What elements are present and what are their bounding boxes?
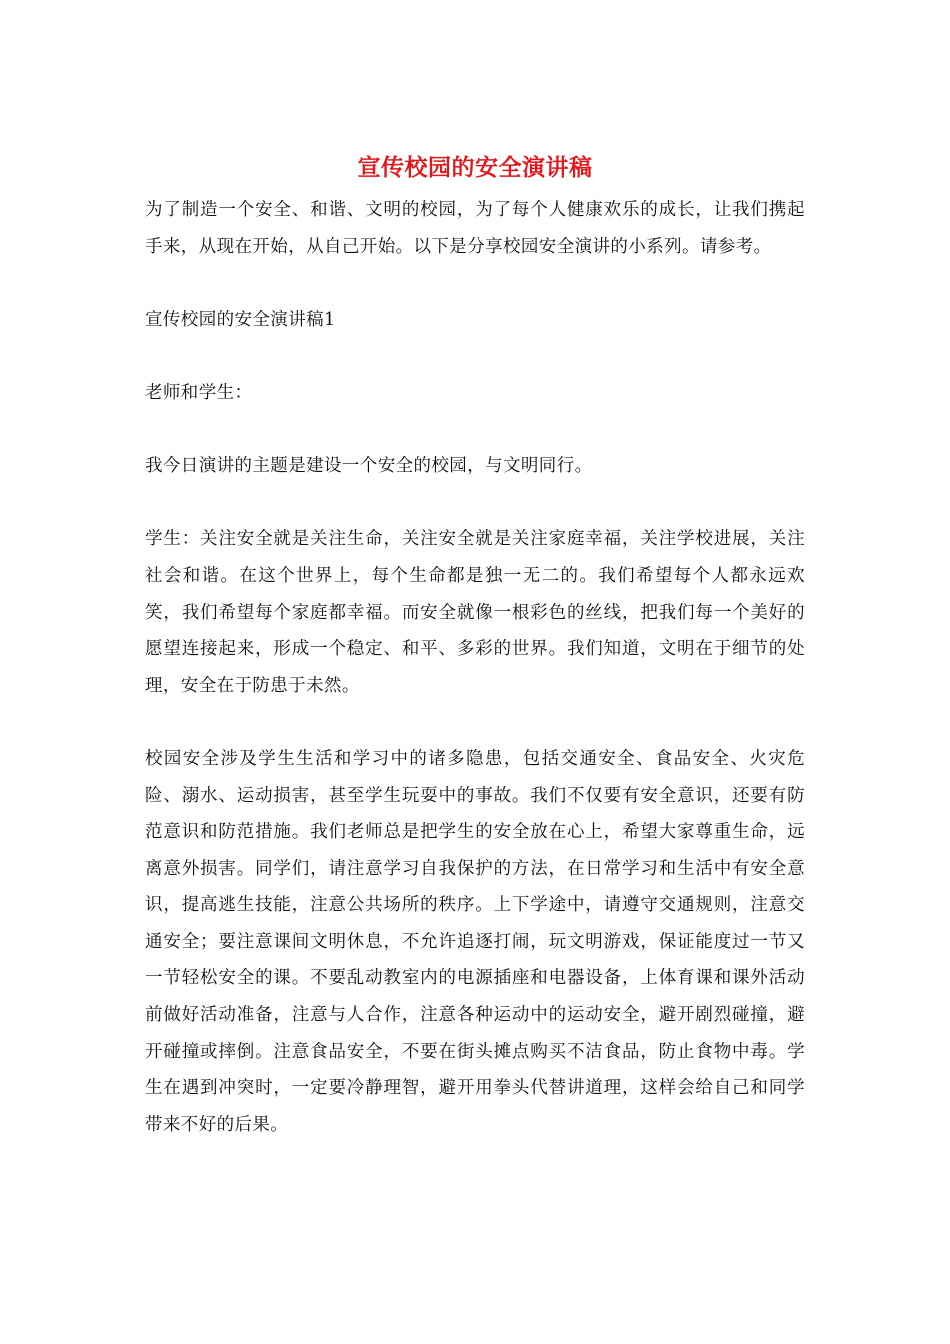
body-paragraph: 校园安全涉及学生生活和学习中的诸多隐患，包括交通安全、食品安全、火灾危险、溺水、运动损害，甚至学生玩耍中的事故。我们不仅要有安全意识，还要有防范意识和防范措施。我们老师总是把学生的安全放在心上，希望大家尊重生命，远离意外损害。同学们，请注意学习自我保护的方法，在日常学习和生活中有安全意识，提高逃生技能，注意公共场所的秩序。上下学途中，请遵守交通规则，注意交通安全；要注意课间文明休息，不允许追逐打闹，玩文明游戏，保证能度过一节又一节轻松安全的课。不要乱动教室内的电源插座和电器设备，上体育课和课外活动前做好活动准备，注意与人合作，注意各种运动中的运动安全，避开剧烈碰撞，避开碰撞或摔倒。注意食品安全，不要在街头摊点购买不洁食品，防止食物中毒。学生在遇到冲突时，一定要冷静理智，避开用拳头代替讲道理，这样会给自己和同学带来不好的后果。 (145, 748, 805, 1135)
section-heading: 宣传校园的安全演讲稿1 (145, 309, 336, 330)
document-title: 宣传校园的安全演讲稿 (357, 154, 593, 181)
body-paragraph: 学生：关注安全就是关注生命，关注安全就是关注家庭幸福，关注学校进展，关注社会和谐。在这个世界上，每个生命都是独一无二的。我们希望每个人都永远欢笑，我们希望每个家庭都幸福。而安全就像一根彩色的丝线，把我们每一个美好的愿望连接起来，形成一个稳定、和平、多彩的世界。我们知道，文明在于细节的处理，安全在于防患于未然。 (145, 529, 805, 696)
document-body (145, 192, 805, 1143)
theme-paragraph: 我今日演讲的主题是建设一个安全的校园，与文明同行。 (145, 456, 593, 477)
salutation: 老师和学生： (145, 382, 253, 403)
intro-paragraph: 为了制造一个安全、和谐、文明的校园，为了每个人健康欢乐的成长，让我们携起手来，从现在开始，从自己开始。以下是分享校园安全演讲的小系列。请参考。 (145, 200, 805, 257)
